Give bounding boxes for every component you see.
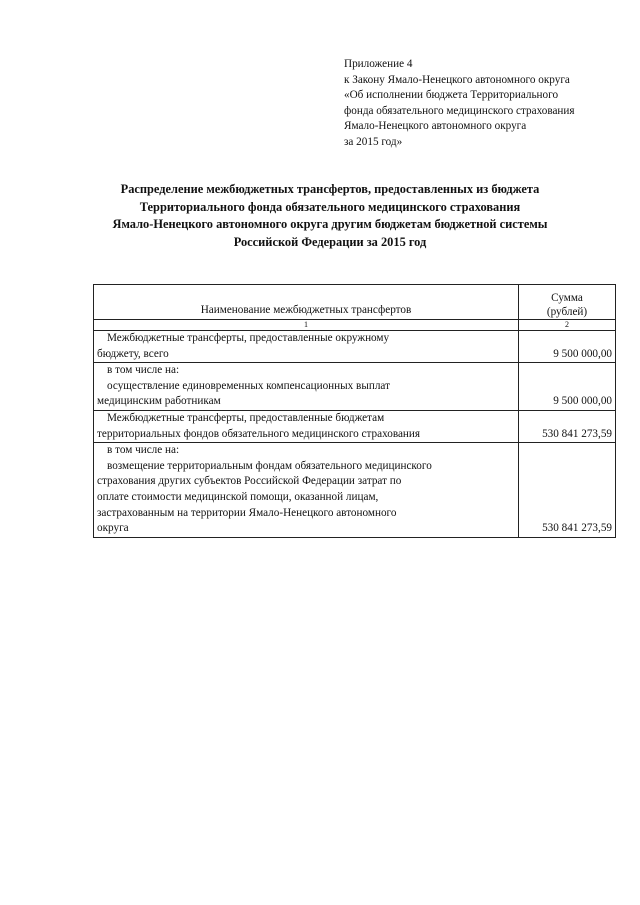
- table-header-row: [94, 285, 616, 320]
- appendix-line: Ямало-Ненецкого автономного округа: [344, 120, 527, 133]
- transfer-name-line: Межбюджетные трансферты, предоставленные бюджетам: [107, 411, 385, 424]
- appendix-line: Приложение 4: [344, 58, 413, 70]
- title-line: Ямало-Ненецкого автономного округа другим бюджетам бюджетной системы: [112, 217, 548, 231]
- transfers-table: [93, 284, 616, 538]
- table-row: [94, 443, 616, 538]
- title-line: Распределение межбюджетных трансфертов, предоставленных из бюджета: [120, 182, 540, 196]
- transfer-name-cell: [94, 443, 519, 538]
- table-row: [94, 363, 616, 411]
- appendix-line: фонда обязательного медицинского страхования: [344, 104, 575, 117]
- transfer-name-line: территориальных фондов обязательного медицинского страхования: [97, 427, 421, 440]
- transfer-name-line: возмещение территориальным фондам обязательного медицинского: [107, 459, 432, 472]
- appendix-block: [344, 57, 624, 151]
- transfer-name-line: страхования других субъектов Российской Федерации затрат по: [97, 475, 402, 488]
- document-title: [60, 181, 600, 251]
- appendix-line: к Закону Ямало-Ненецкого автономного округа: [344, 73, 570, 86]
- header-name-cell: Наименование межбюджетных трансфертов: [94, 285, 519, 320]
- transfer-name-line: застрахованным на территории Ямало-Ненецкого автономного: [97, 506, 397, 519]
- transfer-name-cell: [94, 331, 519, 363]
- appendix-line: за 2015 год»: [344, 135, 403, 148]
- transfer-name-line: в том числе на:: [107, 444, 180, 457]
- title-line: Российской Федерации за 2015 год: [233, 234, 427, 249]
- header-sum-label: Сумма: [551, 292, 583, 304]
- transfer-name-line: округа: [97, 522, 129, 535]
- appendix-line: «Об исполнении бюджета Территориального: [344, 89, 559, 102]
- transfer-amount: 9 500 000,00: [519, 331, 616, 363]
- transfer-amount: 9 500 000,00: [519, 363, 616, 411]
- transfer-name-cell: [94, 363, 519, 411]
- column-number: 2: [519, 320, 616, 331]
- transfer-name-line: оплате стоимости медицинской помощи, оказанной лицам,: [97, 490, 379, 503]
- table-row: [94, 331, 616, 363]
- transfer-name-line: Межбюджетные трансферты, предоставленные окружному: [107, 332, 390, 344]
- transfer-name-line: медицинским работникам: [97, 395, 221, 408]
- column-number-row: [94, 320, 616, 331]
- header-sum-unit: (рублей): [546, 306, 588, 318]
- transfer-name-line: бюджету, всего: [97, 347, 169, 360]
- transfer-amount: 530 841 273,59: [519, 443, 616, 538]
- transfer-name-line: в том числе на:: [107, 364, 180, 377]
- title-line: Территориального фонда обязательного медицинского страхования: [139, 199, 521, 214]
- table-row: [94, 410, 616, 442]
- transfer-amount: 530 841 273,59: [519, 410, 616, 442]
- column-number: 1: [94, 320, 519, 331]
- transfer-name-cell: [94, 410, 519, 442]
- header-sum-cell: [519, 285, 616, 320]
- transfer-name-line: осуществление единовременных компенсационных выплат: [107, 379, 390, 392]
